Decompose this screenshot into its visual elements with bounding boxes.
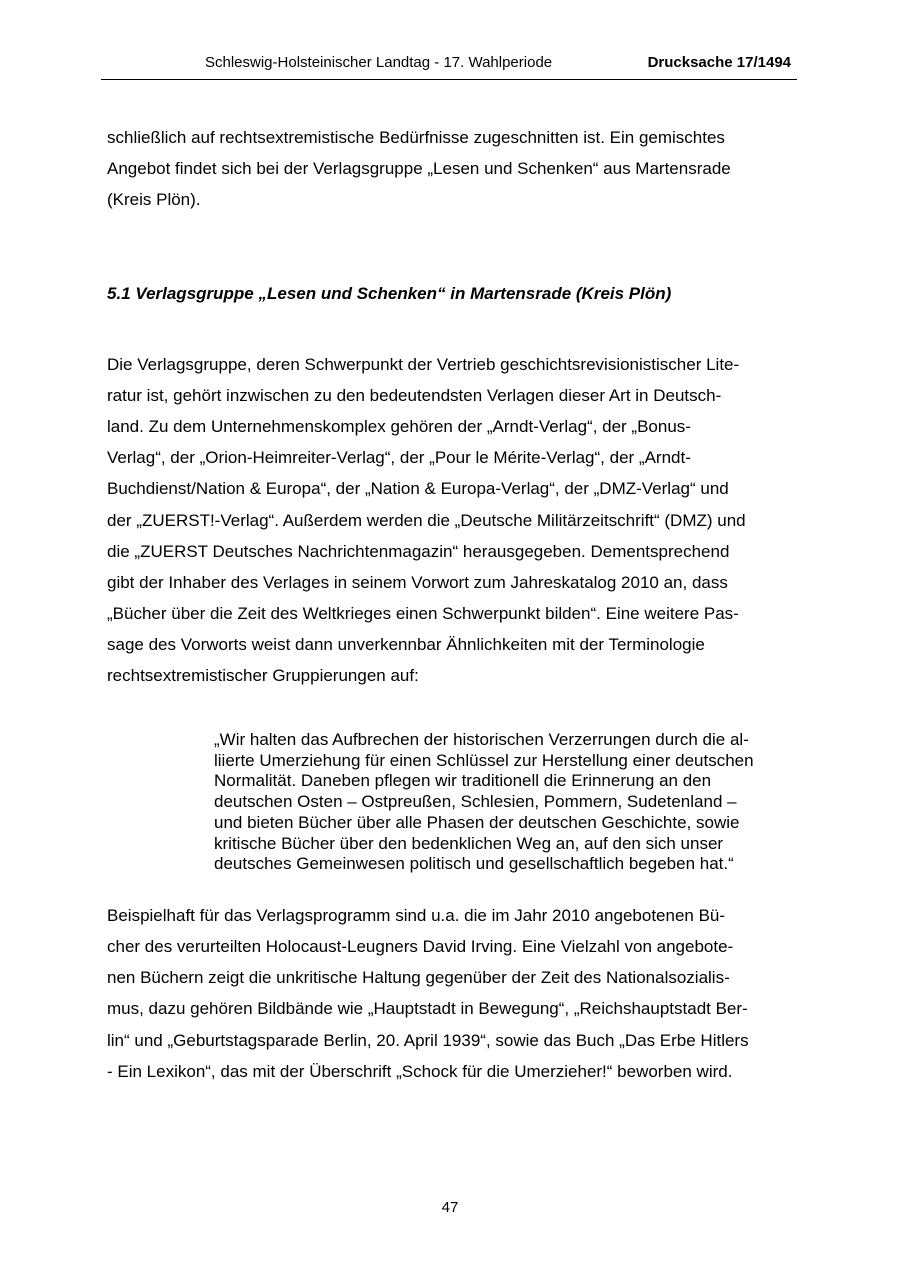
quote-line: „Wir halten das Aufbrechen der historischen Verzerrungen durch die al- <box>214 730 749 749</box>
quote-line: und bieten Bücher über alle Phasen der deutschen Geschichte, sowie <box>214 812 740 832</box>
paragraph-line: lin“ und „Geburtstagsparade Berlin, 20. April 1939“, sowie das Buch „Das Erbe Hitlers <box>107 1031 749 1050</box>
intro-line: schließlich auf rechtsextremistische Bedürfnisse zugeschnitten ist. Ein gemischtes <box>107 128 725 147</box>
header-document-number: Drucksache 17/1494 <box>647 54 791 71</box>
paragraph-line: Buchdienst/Nation & Europa“, der „Nation & Europa-Verlag“, der „DMZ-Verlag“ und <box>107 479 729 498</box>
paragraph-line: Die Verlagsgruppe, deren Schwerpunkt der Vertrieb geschichtsrevisionistischer Lite- <box>107 355 740 374</box>
paragraph-line: cher des verurteilten Holocaust-Leugners David Irving. Eine Vielzahl von angebote- <box>107 937 734 956</box>
paragraph-line: „Bücher über die Zeit des Weltkrieges einen Schwerpunkt bilden“. Eine weitere Pas- <box>107 604 739 623</box>
quote-line: deutschen Osten – Ostpreußen, Schlesien, Pommern, Sudetenland – <box>214 792 737 812</box>
page-header <box>101 53 797 80</box>
paragraph-line: gibt der Inhaber des Verlages in seinem Vorwort zum Jahreskatalog 2010 an, dass <box>107 573 728 592</box>
paragraph-line: - Ein Lexikon“, das mit der Überschrift „Schock für die Umerzieher!“ beworben wird. <box>107 1062 733 1081</box>
paragraph-line: Verlag“, der „Orion-Heimreiter-Verlag“, der „Pour le Mérite-Verlag“, der „Arndt- <box>107 448 691 467</box>
paragraph-line: der „ZUERST!-Verlag“. Außerdem werden die „Deutsche Militärzeitschrift“ (DMZ) und <box>107 511 746 530</box>
paragraph-line: nen Büchern zeigt die unkritische Haltung gegenüber der Zeit des Nationalsozialis- <box>107 968 730 987</box>
paragraph-line: sage des Vorworts weist dann unverkennbar Ähnlichkeiten mit der Terminologie <box>107 635 705 654</box>
paragraph-line: mus, dazu gehören Bildbände wie „Hauptstadt in Bewegung“, „Reichshauptstadt Ber- <box>107 999 748 1018</box>
quote-line: deutsches Gemeinwesen politisch und gesellschaftlich begeben hat.“ <box>214 854 734 874</box>
paragraph-line: die „ZUERST Deutsches Nachrichtenmagazin“ herausgegeben. Dementsprechend <box>107 542 730 561</box>
quote-line: liierte Umerziehung für einen Schlüssel zur Herstellung einer deutschen <box>214 750 754 770</box>
intro-line: (Kreis Plön). <box>107 190 201 209</box>
paragraph-line: rechtsextremistischer Gruppierungen auf: <box>107 666 419 685</box>
intro-line: Angebot findet sich bei der Verlagsgruppe „Lesen und Schenken“ aus Martensrade <box>107 159 731 178</box>
quote-line: kritische Bücher über den bedenklichen Weg an, auf den sich unser <box>214 833 724 853</box>
paragraph-line: ratur ist, gehört inzwischen zu den bedeutendsten Verlagen dieser Art in Deutsch- <box>107 386 722 405</box>
section-heading: 5.1 Verlagsgruppe „Lesen und Schenken“ in Martensrade (Kreis Plön) <box>107 284 672 303</box>
paragraph-line: land. Zu dem Unternehmenskomplex gehören der „Arndt-Verlag“, der „Bonus- <box>107 417 691 436</box>
block-quote <box>214 730 800 875</box>
header-title: Schleswig-Holsteinischer Landtag - 17. Wahlperiode <box>205 54 553 71</box>
quote-line: Normalität. Daneben pflegen wir traditionell die Erinnerung an den <box>214 771 712 791</box>
page-number: 47 <box>441 1199 459 1216</box>
paragraph-line: Beispielhaft für das Verlagsprogramm sind u.a. die im Jahr 2010 angebotenen Bü- <box>107 906 726 925</box>
